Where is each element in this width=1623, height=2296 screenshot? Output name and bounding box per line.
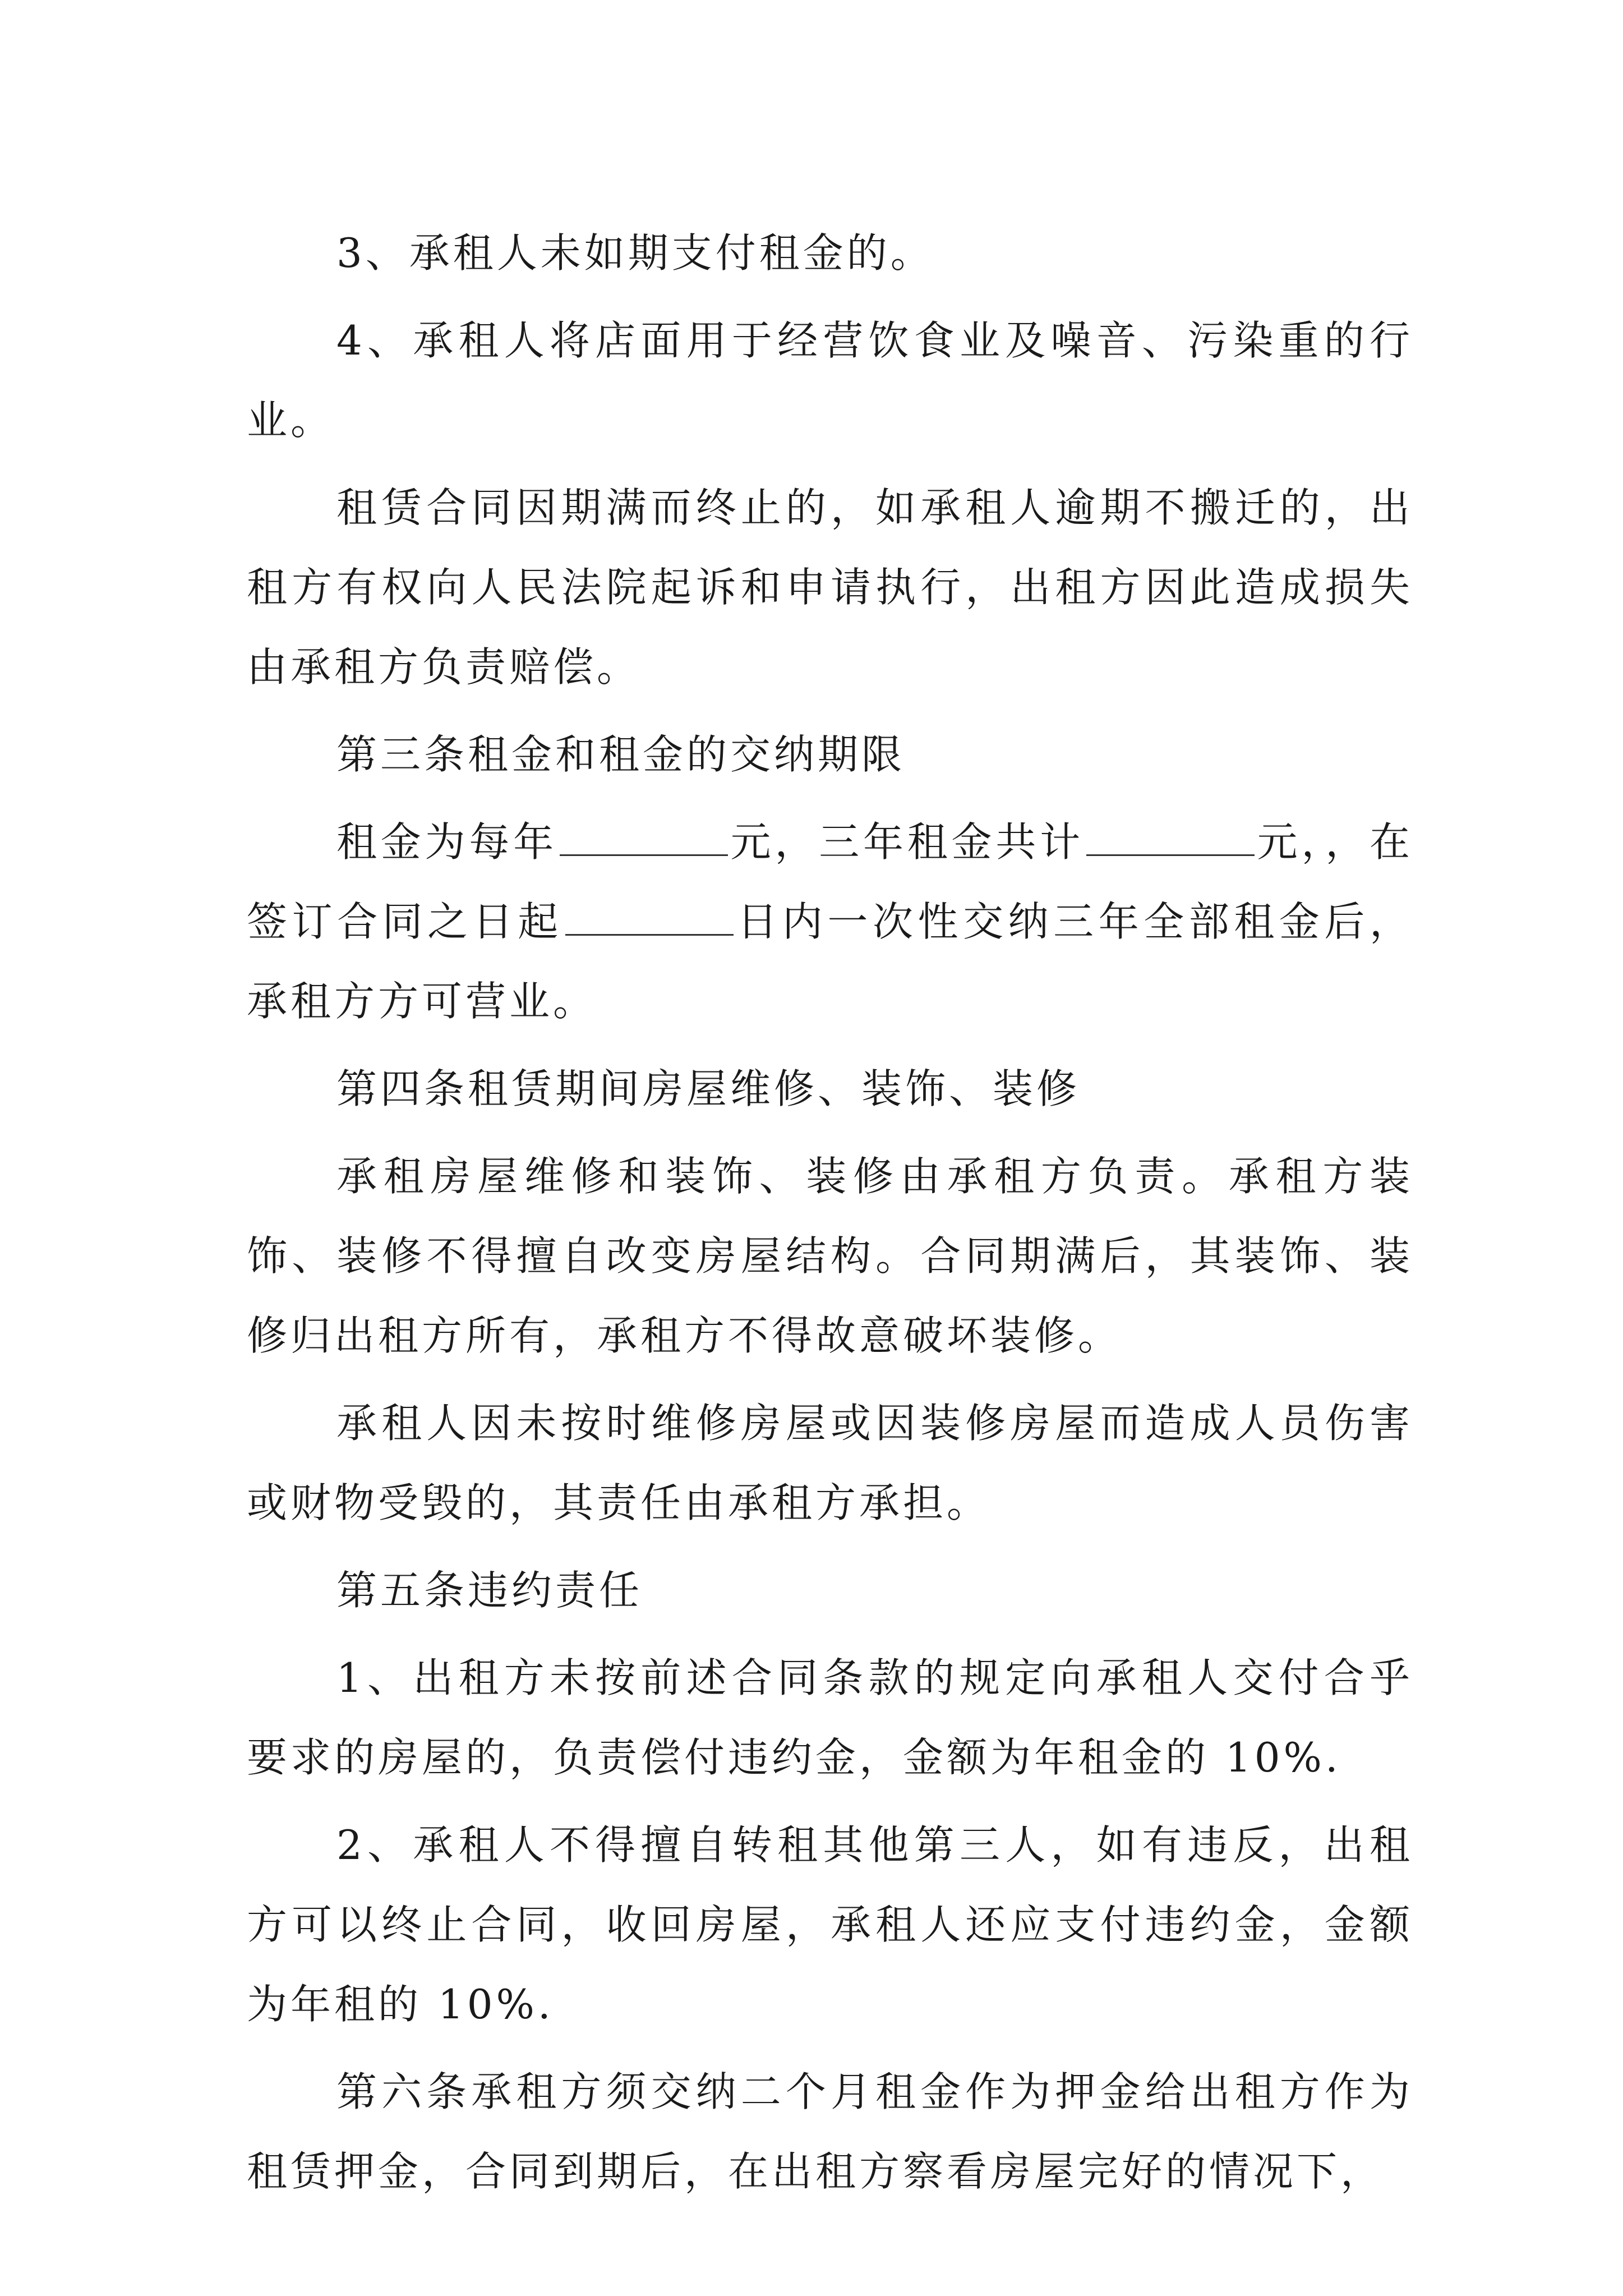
article-6-paragraph: 第六条承租方须交纳二个月租金作为押金给出租方作为租赁押金，合同到期后，在出租方察看房屋完好的情况下， bbox=[247, 2068, 1413, 2195]
annual-rent-blank bbox=[560, 853, 728, 856]
document-body bbox=[247, 213, 1413, 2211]
termination-paragraph: 租赁合同因期满而终止的，如承租人逾期不搬迁的，出租方有权向人民法院起诉和申请执行，出租方因此造成损失由承租方负责赔偿。 bbox=[247, 484, 1413, 691]
clause-item-4: 4、承租人将店面用于经营饮食业及噪音、污染重的行业。 bbox=[247, 317, 1413, 444]
breach-item-1: 1、出租方未按前述合同条款的规定向承租人交付合乎要求的房屋的，负责偿付违约金，金额为年租金的 10%. bbox=[247, 1654, 1413, 1781]
liability-paragraph: 承租人因未按时维修房屋或因装修房屋而造成人员伤害或财物受毁的，其责任由承租方承担。 bbox=[247, 1400, 1413, 1526]
rent-text-3: 元，，在签订合同之日起 bbox=[247, 818, 1413, 945]
rent-text-4: 日内一次性交纳三年全部租金后，承租方方可营业。 bbox=[247, 898, 1413, 1025]
article-3-heading: 第三条租金和租金的交纳期限 bbox=[336, 731, 906, 778]
breach-item-2: 2、承租人不得擅自转租其他第三人，如有违反，出租方可以终止合同，收回房屋，承租人还应支付违约金，金额为年租的 10%. bbox=[247, 1821, 1413, 2028]
payment-days-blank bbox=[565, 933, 734, 936]
rent-text-2: 元，三年租金共计 bbox=[730, 818, 1084, 866]
clause-item-3: 3、承租人未如期支付租金的。 bbox=[336, 229, 934, 277]
rent-text-1: 租金为每年 bbox=[336, 818, 557, 866]
rent-paragraph bbox=[247, 802, 1413, 1041]
total-rent-blank bbox=[1086, 853, 1255, 856]
article-5-heading: 第五条违约责任 bbox=[336, 1567, 643, 1614]
maintenance-paragraph: 承租房屋维修和装饰、装修由承租方负责。承租方装饰、装修不得擅自改变房屋结构。合同期满后，其装饰、装修归出租方所有，承租方不得故意破坏装修。 bbox=[247, 1153, 1413, 1359]
article-4-heading: 第四条租赁期间房屋维修、装饰、装修 bbox=[336, 1065, 1081, 1112]
